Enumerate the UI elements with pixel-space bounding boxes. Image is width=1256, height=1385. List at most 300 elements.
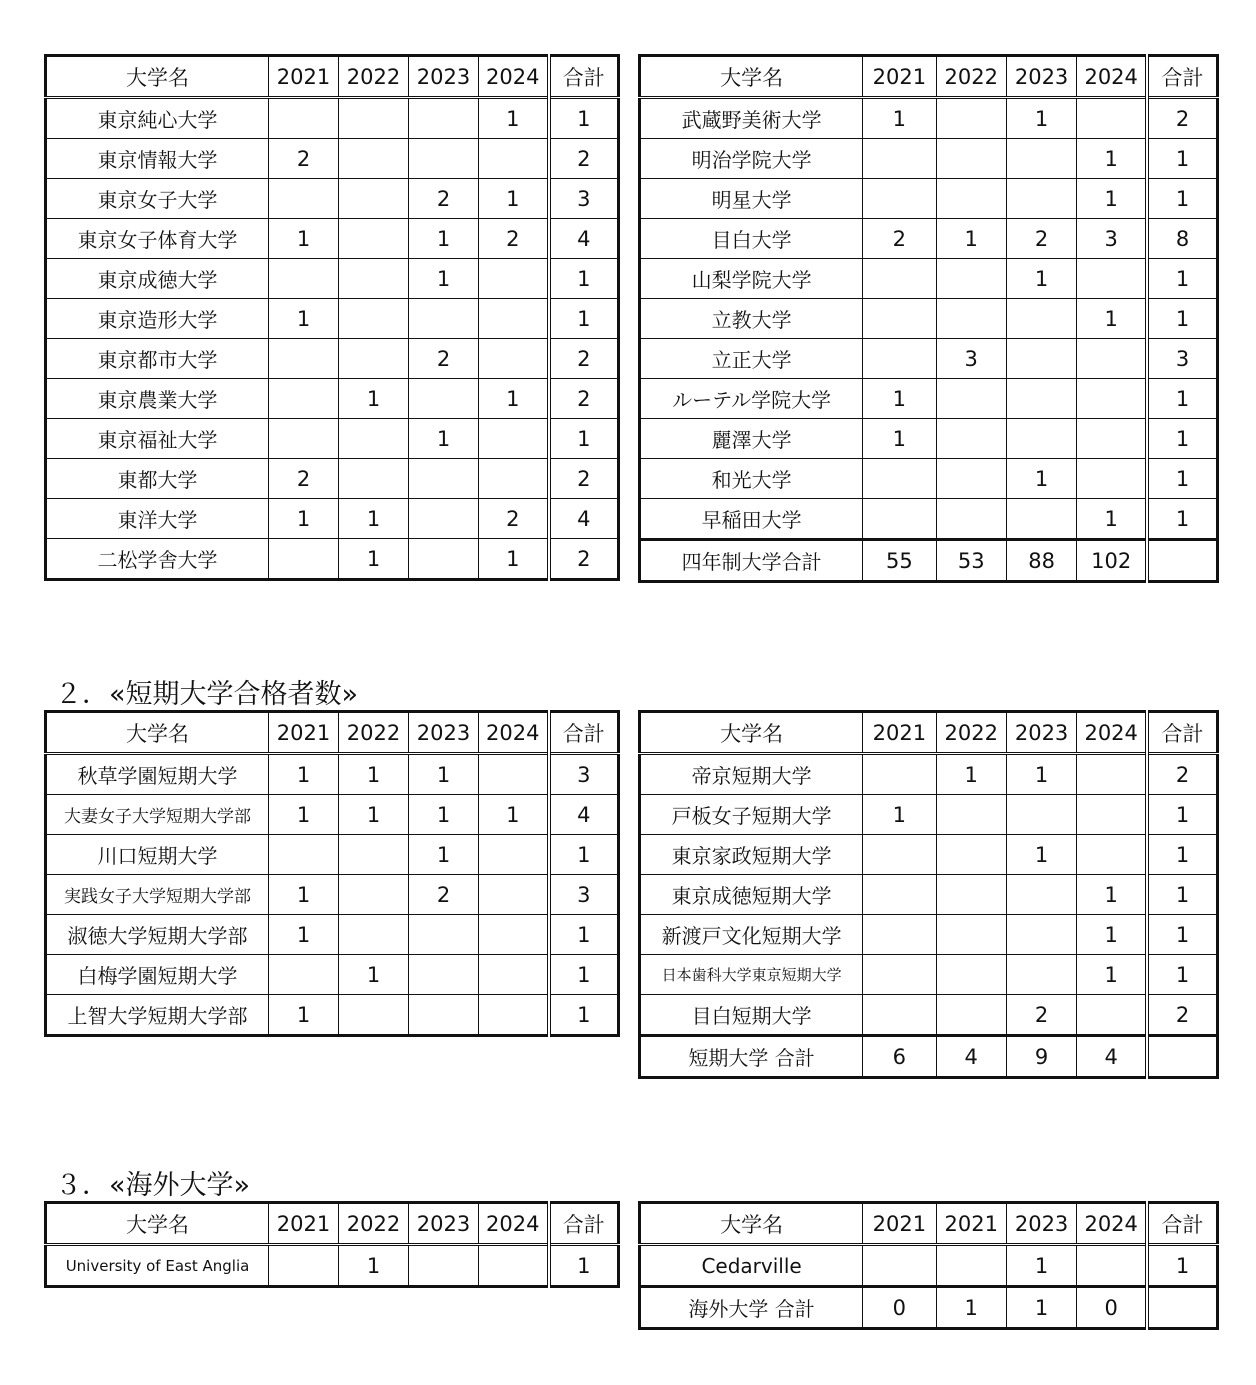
year-count: 1 (1077, 875, 1147, 915)
year-count (863, 754, 936, 795)
year-count: 4 (1077, 1036, 1147, 1078)
university-name: 東京造形大学 (46, 299, 269, 339)
year-count: 2 (409, 339, 479, 379)
row-total: 2 (549, 459, 619, 499)
year-count (1006, 795, 1076, 835)
university-name: 東洋大学 (46, 499, 269, 539)
row-total: 1 (1147, 1245, 1217, 1287)
year-count (269, 1245, 339, 1287)
table-row (46, 98, 619, 139)
university-name: 東京都市大学 (46, 339, 269, 379)
university-name: 東京女子体育大学 (46, 219, 269, 259)
year-count (409, 915, 479, 955)
row-total: 2 (549, 139, 619, 179)
year-count: 1 (1077, 499, 1147, 540)
table-row (640, 219, 1218, 259)
table-row (640, 299, 1218, 339)
header-year: 2021 (269, 712, 339, 754)
section-3-heading: ３．«海外大学» (55, 1170, 251, 1201)
table-row (46, 539, 619, 580)
row-total: 1 (1147, 835, 1217, 875)
year-count (479, 139, 549, 179)
year-count (269, 179, 339, 219)
year-count (1077, 419, 1147, 459)
header-name: 大学名 (640, 56, 863, 98)
year-count (1006, 299, 1076, 339)
year-count (339, 915, 409, 955)
year-count: 2 (1006, 219, 1076, 259)
year-count (936, 499, 1006, 540)
row-total: 2 (549, 339, 619, 379)
university-name: 東京成徳大学 (46, 259, 269, 299)
year-count (409, 299, 479, 339)
table-row (640, 875, 1218, 915)
row-total: 1 (1147, 499, 1217, 540)
row-total: 2 (1147, 754, 1217, 795)
table-row (46, 835, 619, 875)
table-row (640, 754, 1218, 795)
total-row (640, 540, 1218, 582)
year-count (269, 259, 339, 299)
year-count (1006, 955, 1076, 995)
year-count (1077, 459, 1147, 499)
row-total: 1 (1147, 379, 1217, 419)
university-name: 立教大学 (640, 299, 863, 339)
header-year: 2024 (1077, 712, 1147, 754)
header-row (640, 712, 1218, 754)
header-row (46, 712, 619, 754)
year-count: 1 (1077, 139, 1147, 179)
table-row (640, 139, 1218, 179)
university-name: 東京成徳短期大学 (640, 875, 863, 915)
year-count (936, 419, 1006, 459)
year-count (1077, 259, 1147, 299)
header-year: 2022 (339, 712, 409, 754)
year-count: 1 (339, 1245, 409, 1287)
university-name: 大妻女子大学短期大学部 (46, 795, 269, 835)
table-row (46, 259, 619, 299)
year-count (269, 339, 339, 379)
year-count (863, 299, 936, 339)
year-count: 1 (936, 219, 1006, 259)
year-count (409, 499, 479, 539)
university-name: 東京情報大学 (46, 139, 269, 179)
table-row (46, 955, 619, 995)
total-row (640, 1036, 1218, 1078)
year-count (409, 539, 479, 580)
header-year: 2021 (269, 56, 339, 98)
year-count (863, 139, 936, 179)
year-count: 1 (269, 299, 339, 339)
year-count (863, 259, 936, 299)
year-count: 55 (863, 540, 936, 582)
year-count (339, 995, 409, 1036)
year-count: 1 (409, 754, 479, 795)
row-total: 1 (549, 835, 619, 875)
university-name: 東京女子大学 (46, 179, 269, 219)
year-count (936, 955, 1006, 995)
year-count (339, 219, 409, 259)
row-total: 8 (1147, 219, 1217, 259)
row-total: 1 (1147, 259, 1217, 299)
year-count: 2 (863, 219, 936, 259)
year-count: 1 (1006, 835, 1076, 875)
year-count: 1 (1077, 955, 1147, 995)
table-row (46, 299, 619, 339)
table-row (46, 1245, 619, 1287)
year-count: 1 (409, 259, 479, 299)
header-name: 大学名 (46, 712, 269, 754)
year-count (863, 1245, 936, 1287)
year-count: 1 (269, 995, 339, 1036)
year-count: 1 (269, 499, 339, 539)
year-count (936, 299, 1006, 339)
university-name: 立正大学 (640, 339, 863, 379)
year-count (936, 795, 1006, 835)
row-total: 1 (549, 259, 619, 299)
year-count: 1 (936, 1287, 1006, 1329)
university-name: 二松学舎大学 (46, 539, 269, 580)
row-total: 2 (1147, 98, 1217, 139)
year-count (936, 875, 1006, 915)
table-row (46, 219, 619, 259)
row-total: 4 (549, 795, 619, 835)
header-row (640, 56, 1218, 98)
year-count (339, 139, 409, 179)
university-name: 淑徳大学短期大学部 (46, 915, 269, 955)
year-count: 1 (339, 379, 409, 419)
row-total: 1 (549, 1245, 619, 1287)
year-count (479, 835, 549, 875)
row-total: 1 (1147, 139, 1217, 179)
header-year: 2024 (479, 56, 549, 98)
university-name: 帝京短期大学 (640, 754, 863, 795)
header-name: 大学名 (640, 712, 863, 754)
year-count (1006, 179, 1076, 219)
university-name: 和光大学 (640, 459, 863, 499)
university-name: 明治学院大学 (640, 139, 863, 179)
year-count (409, 995, 479, 1036)
year-count: 2 (479, 219, 549, 259)
header-year: 2024 (1077, 56, 1147, 98)
year-count (936, 835, 1006, 875)
year-count (1077, 795, 1147, 835)
table-row (46, 875, 619, 915)
header-year: 2021 (269, 1203, 339, 1245)
year-count (936, 915, 1006, 955)
year-count: 1 (1006, 98, 1076, 139)
header-year: 2023 (1006, 1203, 1076, 1245)
year-count: 1 (479, 179, 549, 219)
header-year: 2023 (1006, 712, 1076, 754)
year-count (339, 419, 409, 459)
univ-table-1-left (44, 54, 620, 581)
year-count (339, 299, 409, 339)
header-year: 2023 (409, 712, 479, 754)
year-count: 53 (936, 540, 1006, 582)
junior-college-table-right (638, 710, 1219, 1079)
year-count (1006, 339, 1076, 379)
year-count (936, 379, 1006, 419)
year-count: 2 (409, 875, 479, 915)
table-row (640, 379, 1218, 419)
row-total: 4 (549, 219, 619, 259)
year-count (269, 419, 339, 459)
year-count (863, 955, 936, 995)
year-count (1006, 499, 1076, 540)
year-count (936, 459, 1006, 499)
year-count (1077, 339, 1147, 379)
year-count (479, 875, 549, 915)
header-year: 2022 (936, 56, 1006, 98)
header-year: 2022 (339, 56, 409, 98)
year-count: 9 (1006, 1036, 1076, 1078)
header-year: 2022 (936, 712, 1006, 754)
row-total (1147, 540, 1217, 582)
year-count (479, 754, 549, 795)
year-count (479, 299, 549, 339)
year-count (339, 179, 409, 219)
row-total: 4 (549, 499, 619, 539)
year-count: 2 (409, 179, 479, 219)
year-count (1006, 419, 1076, 459)
year-count (409, 379, 479, 419)
table-row (640, 339, 1218, 379)
table-row (46, 754, 619, 795)
year-count (339, 875, 409, 915)
university-name: 東京農業大学 (46, 379, 269, 419)
year-count: 1 (269, 754, 339, 795)
row-total (1147, 1036, 1217, 1078)
row-total: 3 (549, 754, 619, 795)
row-total: 2 (1147, 995, 1217, 1036)
year-count: 1 (479, 795, 549, 835)
header-total: 合計 (549, 56, 619, 98)
university-name: 明星大学 (640, 179, 863, 219)
table-row (640, 98, 1218, 139)
year-count (269, 379, 339, 419)
year-count: 6 (863, 1036, 936, 1078)
header-year: 2024 (1077, 1203, 1147, 1245)
university-name: 目白短期大学 (640, 995, 863, 1036)
table-row (640, 795, 1218, 835)
year-count (936, 1245, 1006, 1287)
year-count: 1 (863, 419, 936, 459)
year-count (1006, 915, 1076, 955)
header-total: 合計 (1147, 1203, 1217, 1245)
row-total: 1 (549, 995, 619, 1036)
year-count (269, 539, 339, 580)
section-2-heading: ２．«短期大学合格者数» (55, 679, 359, 710)
table-row (46, 419, 619, 459)
year-count (479, 1245, 549, 1287)
junior-college-table-left (44, 710, 620, 1037)
year-count (409, 139, 479, 179)
year-count (863, 835, 936, 875)
header-year: 2022 (339, 1203, 409, 1245)
year-count: 1 (409, 219, 479, 259)
row-total: 1 (1147, 459, 1217, 499)
row-total: 1 (549, 299, 619, 339)
overseas-table-left (44, 1201, 620, 1288)
year-count: 0 (1077, 1287, 1147, 1329)
university-name: 日本歯科大学東京短期大学 (640, 955, 863, 995)
row-total (1147, 1287, 1217, 1329)
year-count: 1 (269, 219, 339, 259)
university-name: 実践女子大学短期大学部 (46, 875, 269, 915)
table-row (46, 499, 619, 539)
header-year: 2023 (409, 1203, 479, 1245)
header-total: 合計 (1147, 56, 1217, 98)
year-count (863, 339, 936, 379)
year-count (479, 955, 549, 995)
university-name: 東京純心大学 (46, 98, 269, 139)
year-count (1006, 379, 1076, 419)
year-count: 0 (863, 1287, 936, 1329)
table-row (640, 419, 1218, 459)
table-row (640, 459, 1218, 499)
year-count: 1 (936, 754, 1006, 795)
year-count: 1 (269, 915, 339, 955)
year-count (479, 339, 549, 379)
year-count (409, 98, 479, 139)
university-name: 四年制大学合計 (640, 540, 863, 582)
table-row (46, 379, 619, 419)
year-count (339, 339, 409, 379)
header-name: 大学名 (46, 1203, 269, 1245)
year-count (409, 459, 479, 499)
year-count: 1 (1006, 1287, 1076, 1329)
table-row (46, 915, 619, 955)
row-total: 1 (549, 915, 619, 955)
table-row (640, 259, 1218, 299)
row-total: 2 (549, 539, 619, 580)
year-count: 1 (1077, 299, 1147, 339)
year-count (479, 995, 549, 1036)
header-year: 2023 (1006, 56, 1076, 98)
table-row (640, 835, 1218, 875)
university-name: 上智大学短期大学部 (46, 995, 269, 1036)
table-row (46, 995, 619, 1036)
year-count (1077, 754, 1147, 795)
university-name: 白梅学園短期大学 (46, 955, 269, 995)
overseas-table-right (638, 1201, 1219, 1330)
year-count: 1 (409, 795, 479, 835)
row-total: 1 (549, 955, 619, 995)
year-count (1006, 875, 1076, 915)
header-year: 2024 (479, 1203, 549, 1245)
year-count: 1 (269, 875, 339, 915)
university-name: ルーテル学院大学 (640, 379, 863, 419)
year-count (863, 179, 936, 219)
year-count: 1 (1006, 1245, 1076, 1287)
year-count: 1 (863, 795, 936, 835)
university-name: 東京家政短期大学 (640, 835, 863, 875)
year-count (339, 98, 409, 139)
header-row (46, 1203, 619, 1245)
university-name: 東京福祉大学 (46, 419, 269, 459)
year-count (936, 98, 1006, 139)
year-count (863, 499, 936, 540)
university-name: 短期大学 合計 (640, 1036, 863, 1078)
year-count: 4 (936, 1036, 1006, 1078)
year-count: 2 (269, 459, 339, 499)
year-count: 1 (269, 795, 339, 835)
year-count: 1 (339, 539, 409, 580)
year-count: 1 (479, 379, 549, 419)
year-count: 88 (1006, 540, 1076, 582)
header-total: 合計 (1147, 712, 1217, 754)
year-count: 3 (936, 339, 1006, 379)
header-total: 合計 (549, 712, 619, 754)
row-total: 1 (1147, 299, 1217, 339)
year-count: 1 (339, 955, 409, 995)
header-year: 2024 (479, 712, 549, 754)
table-row (640, 499, 1218, 540)
university-name: 新渡戸文化短期大学 (640, 915, 863, 955)
university-name: University of East Anglia (46, 1245, 269, 1287)
year-count (479, 915, 549, 955)
year-count (269, 835, 339, 875)
header-name: 大学名 (46, 56, 269, 98)
row-total: 1 (1147, 419, 1217, 459)
university-name: Cedarville (640, 1245, 863, 1287)
header-year: 2023 (409, 56, 479, 98)
table-row (46, 179, 619, 219)
year-count (409, 1245, 479, 1287)
university-name: 東都大学 (46, 459, 269, 499)
year-count: 1 (339, 499, 409, 539)
row-total: 1 (549, 98, 619, 139)
year-count: 1 (1077, 179, 1147, 219)
header-row (46, 56, 619, 98)
header-total: 合計 (549, 1203, 619, 1245)
row-total: 3 (1147, 339, 1217, 379)
row-total: 3 (549, 179, 619, 219)
year-count (269, 98, 339, 139)
year-count: 1 (1006, 754, 1076, 795)
year-count (936, 995, 1006, 1036)
year-count (1077, 1245, 1147, 1287)
row-total: 1 (1147, 955, 1217, 995)
year-count: 1 (479, 98, 549, 139)
university-name: 麗澤大学 (640, 419, 863, 459)
year-count: 1 (479, 539, 549, 580)
row-total: 3 (549, 875, 619, 915)
table-row (640, 179, 1218, 219)
table-row (640, 915, 1218, 955)
table-row (46, 459, 619, 499)
table-row (640, 995, 1218, 1036)
year-count (936, 179, 1006, 219)
university-name: 目白大学 (640, 219, 863, 259)
year-count (863, 459, 936, 499)
year-count: 1 (339, 795, 409, 835)
table-row (640, 955, 1218, 995)
year-count (1077, 835, 1147, 875)
year-count (479, 259, 549, 299)
header-year: 2021 (863, 712, 936, 754)
year-count (1006, 139, 1076, 179)
header-year: 2021 (936, 1203, 1006, 1245)
header-year: 2021 (863, 1203, 936, 1245)
university-name: 山梨学院大学 (640, 259, 863, 299)
year-count (1077, 995, 1147, 1036)
year-count (863, 875, 936, 915)
header-name: 大学名 (640, 1203, 863, 1245)
year-count: 1 (1077, 915, 1147, 955)
year-count (269, 955, 339, 995)
